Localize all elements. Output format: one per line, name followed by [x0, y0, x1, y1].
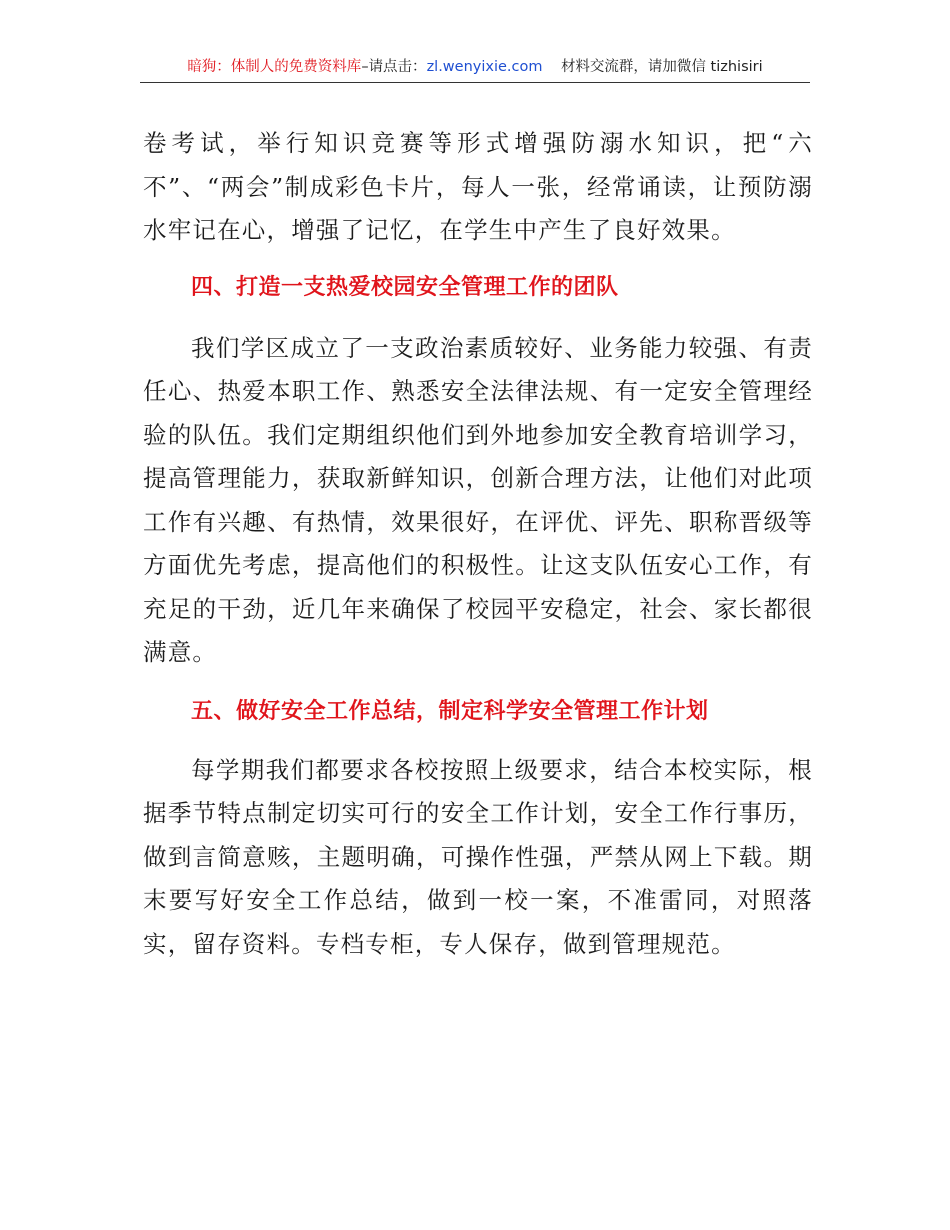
header-spacer	[543, 59, 561, 75]
page-header	[140, 56, 810, 83]
paragraph-plan: 每学期我们都要求各校按照上级要求，结合本校实际，根据季节特点制定切实可行的安全工作计划，安全工作行事历，做到言简意赅，主题明确，可操作性强，严禁从网上下载。期末要写好安全工作总结，做到一校一案，不准雷同，对照落实，留存资料。专档专柜，专人保存，做到管理规范。	[143, 755, 813, 958]
document-body	[143, 122, 813, 966]
paragraph-team: 我们学区成立了一支政治素质较好、业务能力较强、有责任心、热爱本职工作、熟悉安全法律法规、有一定安全管理经验的队伍。我们定期组织他们到外地参加安全教育培训学习，提高管理能力，获取新鲜知识，创新合理方法，让他们对此项工作有兴趣、有热情，效果很好，在评优、评先、职称晋级等方面优先考虑，提高他们的积极性。让这支队伍安心工作，有充足的干劲，近几年来确保了校园平安稳定，社会、家长都很满意。	[143, 333, 813, 666]
section-heading-5: 五、做好安全工作总结，制定科学安全管理工作计划	[191, 698, 709, 724]
header-contact: 材料交流群，请加微信 tizhisiri	[560, 59, 763, 75]
header-click-label: –请点击：	[361, 59, 427, 75]
header-url-link[interactable]: zl.wenyixie.com	[426, 59, 543, 75]
paragraph-continuation: 卷考试，举行知识竞赛等形式增强防溺水知识，把“六不”、“两会”制成彩色卡片，每人一张，经常诵读，让预防溺水牢记在心，增强了记忆，在学生中产生了良好效果。	[143, 129, 813, 244]
header-site-label: 暗狗：体制人的免费资料库	[187, 59, 362, 75]
section-heading-4: 四、打造一支热爱校园安全管理工作的团队	[191, 274, 619, 300]
